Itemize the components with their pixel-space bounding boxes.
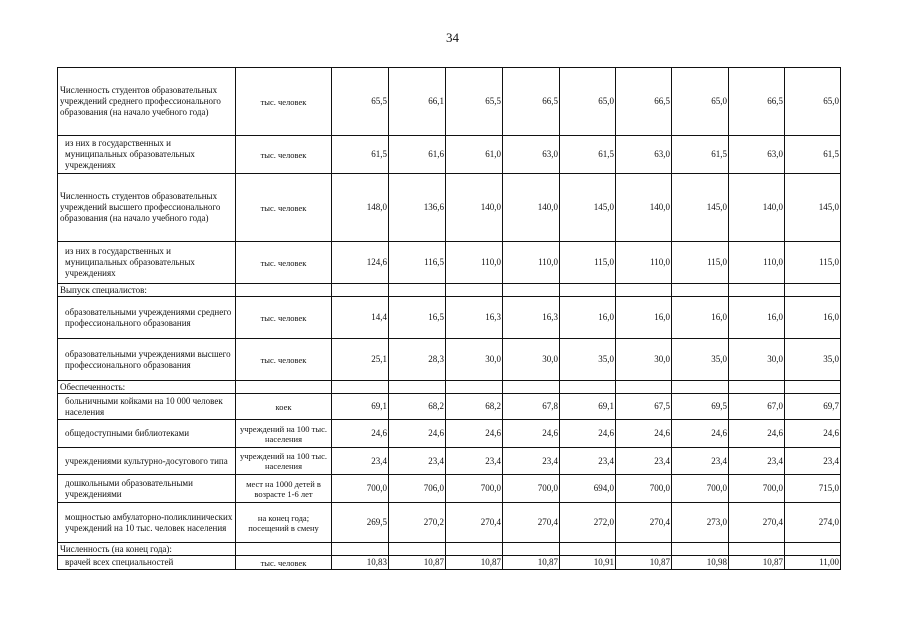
value-cell: 16,5: [389, 297, 446, 339]
value-cell: 16,0: [560, 297, 616, 339]
indicator-cell: из них в государственных и муниципальных образовательных учреждениях: [58, 136, 236, 174]
empty-cell: [332, 284, 389, 297]
table-row: [58, 242, 841, 284]
value-cell: 124,6: [332, 242, 389, 284]
value-cell: 10,91: [560, 556, 616, 570]
value-cell: 23,4: [446, 448, 503, 475]
value-cell: 140,0: [729, 174, 785, 242]
indicator-cell: образовательными учреждениями среднего профессионального образования: [58, 297, 236, 339]
value-cell: 10,87: [503, 556, 560, 570]
value-cell: 69,5: [672, 394, 729, 420]
indicator-cell: из них в государственных и муниципальных образовательных учреждениях: [58, 242, 236, 284]
value-cell: 24,6: [446, 420, 503, 448]
value-cell: 11,00: [785, 556, 841, 570]
table-row: [58, 297, 841, 339]
empty-cell: [332, 381, 389, 394]
empty-cell: [236, 381, 332, 394]
indicator-cell: учреждениями культурно-досугового типа: [58, 448, 236, 475]
value-cell: 272,0: [560, 503, 616, 543]
indicator-cell: врачей всех специальностей: [58, 556, 236, 570]
value-cell: 694,0: [560, 475, 616, 503]
value-cell: 24,6: [785, 420, 841, 448]
empty-cell: [389, 543, 446, 556]
empty-cell: [446, 381, 503, 394]
value-cell: 145,0: [672, 174, 729, 242]
value-cell: 65,0: [785, 68, 841, 136]
value-cell: 35,0: [785, 339, 841, 381]
value-cell: 700,0: [616, 475, 672, 503]
value-cell: 14,4: [332, 297, 389, 339]
value-cell: 66,5: [503, 68, 560, 136]
empty-cell: [332, 543, 389, 556]
table-row: [58, 448, 841, 475]
value-cell: 700,0: [672, 475, 729, 503]
table-row: [58, 136, 841, 174]
value-cell: 110,0: [729, 242, 785, 284]
value-cell: 67,0: [729, 394, 785, 420]
value-cell: 110,0: [446, 242, 503, 284]
empty-cell: [785, 381, 841, 394]
unit-cell: тыс. человек: [236, 136, 332, 174]
value-cell: 16,0: [616, 297, 672, 339]
unit-cell: тыс. человек: [236, 339, 332, 381]
unit-cell: коек: [236, 394, 332, 420]
value-cell: 110,0: [616, 242, 672, 284]
unit-cell: тыс. человек: [236, 242, 332, 284]
table-row: [58, 475, 841, 503]
value-cell: 110,0: [503, 242, 560, 284]
unit-cell: на конец года; посещений в смену: [236, 503, 332, 543]
value-cell: 30,0: [616, 339, 672, 381]
value-cell: 140,0: [446, 174, 503, 242]
value-cell: 23,4: [503, 448, 560, 475]
value-cell: 67,5: [616, 394, 672, 420]
section-row: [58, 381, 841, 394]
value-cell: 700,0: [729, 475, 785, 503]
indicator-cell: общедоступными библиотеками: [58, 420, 236, 448]
value-cell: 61,5: [785, 136, 841, 174]
value-cell: 24,6: [672, 420, 729, 448]
value-cell: 23,4: [616, 448, 672, 475]
indicator-cell: мощностью амбулаторно-поликлинических учреждений на 10 тыс. человек населения: [58, 503, 236, 543]
value-cell: 24,6: [616, 420, 672, 448]
empty-cell: [236, 284, 332, 297]
value-cell: 136,6: [389, 174, 446, 242]
empty-cell: [672, 381, 729, 394]
value-cell: 66,5: [616, 68, 672, 136]
section-title: Обеспеченность:: [58, 381, 236, 394]
table-row: [58, 68, 841, 136]
page-number: 34: [446, 30, 459, 45]
value-cell: 68,2: [446, 394, 503, 420]
value-cell: 10,98: [672, 556, 729, 570]
indicator-cell: дошкольными образовательными учреждениями: [58, 475, 236, 503]
section-title: Численность (на конец года):: [58, 543, 236, 556]
unit-cell: тыс. человек: [236, 68, 332, 136]
value-cell: 61,6: [389, 136, 446, 174]
value-cell: 30,0: [446, 339, 503, 381]
unit-cell: мест на 1000 детей в возрасте 1-6 лет: [236, 475, 332, 503]
value-cell: 67,8: [503, 394, 560, 420]
empty-cell: [616, 284, 672, 297]
value-cell: 61,5: [332, 136, 389, 174]
value-cell: 65,0: [560, 68, 616, 136]
value-cell: 69,7: [785, 394, 841, 420]
value-cell: 140,0: [616, 174, 672, 242]
value-cell: 61,5: [560, 136, 616, 174]
value-cell: 24,6: [332, 420, 389, 448]
value-cell: 35,0: [672, 339, 729, 381]
value-cell: 270,4: [616, 503, 672, 543]
empty-cell: [503, 284, 560, 297]
value-cell: 10,87: [616, 556, 672, 570]
empty-cell: [672, 284, 729, 297]
value-cell: 715,0: [785, 475, 841, 503]
table-row: [58, 339, 841, 381]
value-cell: 65,0: [672, 68, 729, 136]
value-cell: 10,83: [332, 556, 389, 570]
table-row: [58, 503, 841, 543]
empty-cell: [672, 543, 729, 556]
empty-cell: [389, 381, 446, 394]
value-cell: 145,0: [785, 174, 841, 242]
empty-cell: [503, 543, 560, 556]
value-cell: 63,0: [729, 136, 785, 174]
unit-cell: тыс. человек: [236, 174, 332, 242]
value-cell: 270,4: [503, 503, 560, 543]
section-row: [58, 284, 841, 297]
table-row: [58, 556, 841, 570]
value-cell: 63,0: [503, 136, 560, 174]
value-cell: 10,87: [446, 556, 503, 570]
empty-cell: [446, 284, 503, 297]
value-cell: 23,4: [389, 448, 446, 475]
indicator-cell: образовательными учреждениями высшего профессионального образования: [58, 339, 236, 381]
value-cell: 65,5: [332, 68, 389, 136]
value-cell: 16,0: [672, 297, 729, 339]
table-row: [58, 394, 841, 420]
value-cell: 24,6: [389, 420, 446, 448]
value-cell: 273,0: [672, 503, 729, 543]
empty-cell: [560, 381, 616, 394]
empty-cell: [560, 543, 616, 556]
value-cell: 65,5: [446, 68, 503, 136]
value-cell: 68,2: [389, 394, 446, 420]
indicator-cell: больничными койками на 10 000 человек населения: [58, 394, 236, 420]
empty-cell: [236, 543, 332, 556]
value-cell: 116,5: [389, 242, 446, 284]
value-cell: 16,0: [729, 297, 785, 339]
empty-cell: [616, 543, 672, 556]
unit-cell: учреждений на 100 тыс. населения: [236, 420, 332, 448]
empty-cell: [729, 381, 785, 394]
unit-cell: тыс. человек: [236, 297, 332, 339]
value-cell: 700,0: [503, 475, 560, 503]
value-cell: 269,5: [332, 503, 389, 543]
value-cell: 115,0: [785, 242, 841, 284]
value-cell: 23,4: [785, 448, 841, 475]
value-cell: 69,1: [332, 394, 389, 420]
value-cell: 30,0: [503, 339, 560, 381]
empty-cell: [560, 284, 616, 297]
empty-cell: [446, 543, 503, 556]
value-cell: 63,0: [616, 136, 672, 174]
table-body: [58, 68, 841, 570]
value-cell: 16,0: [785, 297, 841, 339]
empty-cell: [729, 284, 785, 297]
value-cell: 28,3: [389, 339, 446, 381]
value-cell: 24,6: [503, 420, 560, 448]
value-cell: 10,87: [389, 556, 446, 570]
value-cell: 115,0: [560, 242, 616, 284]
value-cell: 115,0: [672, 242, 729, 284]
value-cell: 66,1: [389, 68, 446, 136]
unit-cell: учреждений на 100 тыс. населения: [236, 448, 332, 475]
value-cell: 66,5: [729, 68, 785, 136]
value-cell: 23,4: [332, 448, 389, 475]
value-cell: 24,6: [560, 420, 616, 448]
empty-cell: [785, 543, 841, 556]
unit-cell: тыс. человек: [236, 556, 332, 570]
value-cell: 274,0: [785, 503, 841, 543]
value-cell: 30,0: [729, 339, 785, 381]
value-cell: 23,4: [672, 448, 729, 475]
empty-cell: [389, 284, 446, 297]
value-cell: 61,0: [446, 136, 503, 174]
value-cell: 148,0: [332, 174, 389, 242]
table-row: [58, 420, 841, 448]
section-row: [58, 543, 841, 556]
empty-cell: [503, 381, 560, 394]
value-cell: 24,6: [729, 420, 785, 448]
value-cell: 10,87: [729, 556, 785, 570]
value-cell: 700,0: [446, 475, 503, 503]
value-cell: 25,1: [332, 339, 389, 381]
value-cell: 700,0: [332, 475, 389, 503]
value-cell: 23,4: [560, 448, 616, 475]
value-cell: 23,4: [729, 448, 785, 475]
empty-cell: [616, 381, 672, 394]
table-row: [58, 174, 841, 242]
value-cell: 145,0: [560, 174, 616, 242]
value-cell: 140,0: [503, 174, 560, 242]
value-cell: 270,4: [729, 503, 785, 543]
indicator-cell: Численность студентов образовательных учреждений среднего профессионального образования (на начало учебного года): [58, 68, 236, 136]
empty-cell: [729, 543, 785, 556]
statistics-table: [57, 67, 841, 570]
value-cell: 16,3: [446, 297, 503, 339]
value-cell: 270,2: [389, 503, 446, 543]
value-cell: 69,1: [560, 394, 616, 420]
value-cell: 16,3: [503, 297, 560, 339]
value-cell: 270,4: [446, 503, 503, 543]
indicator-cell: Численность студентов образовательных учреждений высшего профессионального образования (на начало учебного года): [58, 174, 236, 242]
value-cell: 61,5: [672, 136, 729, 174]
empty-cell: [785, 284, 841, 297]
value-cell: 706,0: [389, 475, 446, 503]
value-cell: 35,0: [560, 339, 616, 381]
section-title: Выпуск специалистов:: [58, 284, 236, 297]
